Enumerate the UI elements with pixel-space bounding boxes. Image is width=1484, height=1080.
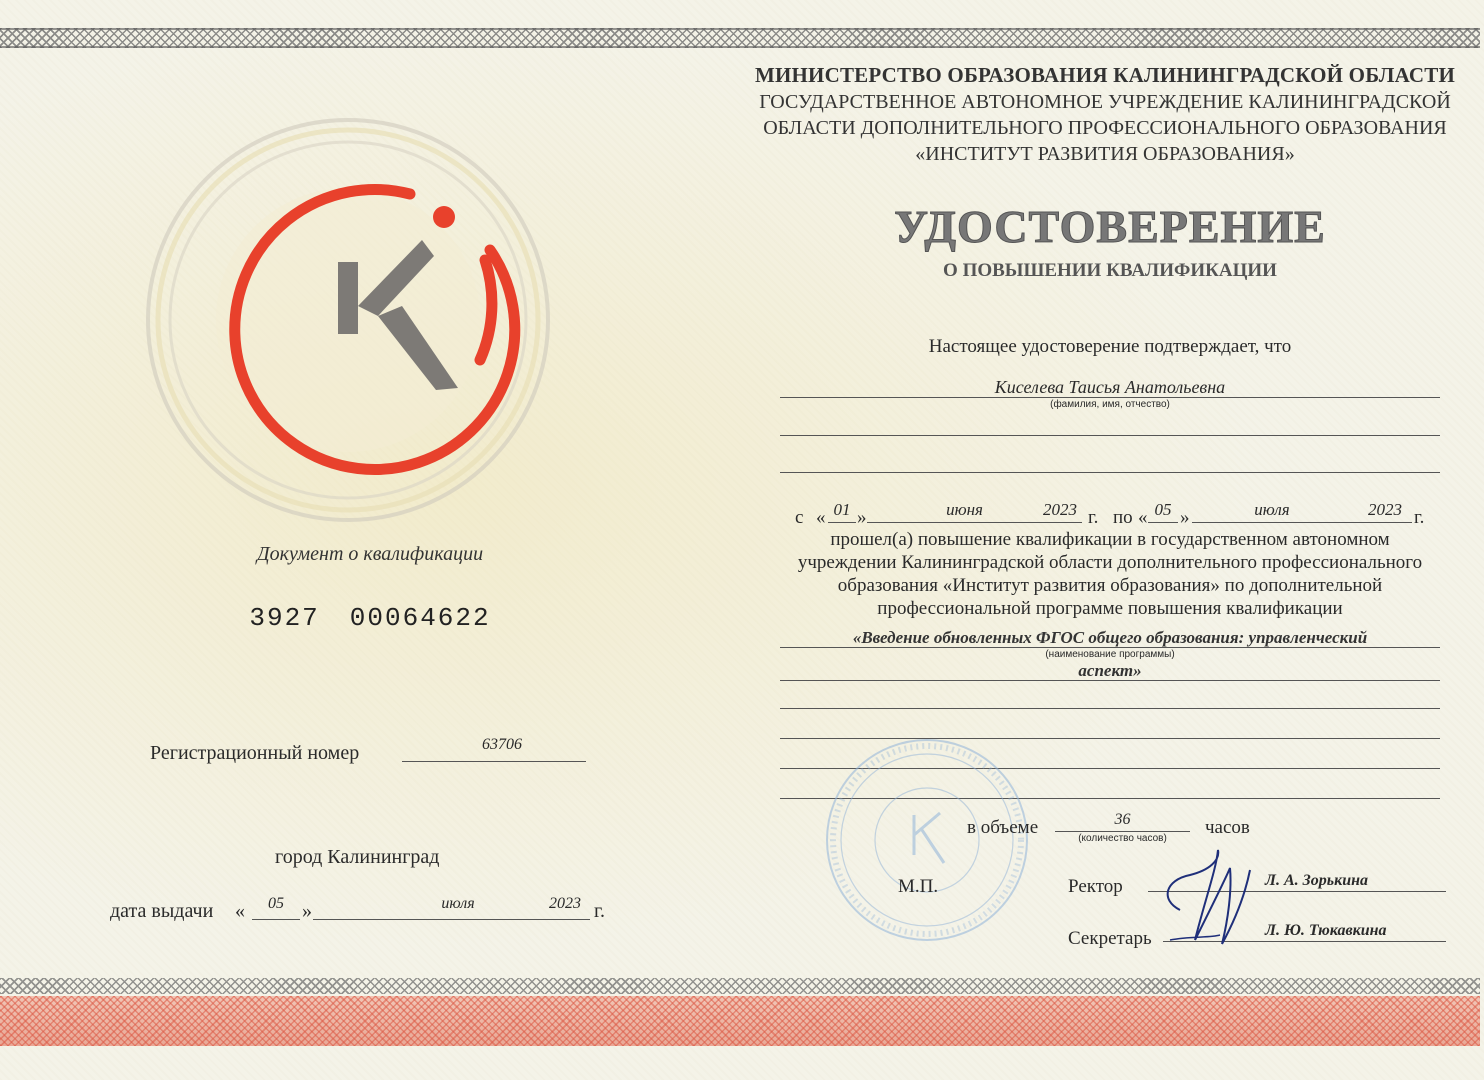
start-month-line — [867, 522, 1082, 523]
open-quote: « — [816, 507, 826, 528]
registration-line — [402, 761, 586, 762]
full-name: Киселева Таисья Анатольевна — [994, 377, 1226, 397]
border-top-line — [0, 46, 1480, 48]
end-day: 05 — [1154, 500, 1172, 519]
blank-line — [780, 435, 1440, 436]
border-top-line — [0, 28, 1480, 30]
city: город Калининград — [275, 846, 440, 868]
end-day-line — [1148, 522, 1178, 523]
issue-year: 2023 — [549, 895, 581, 912]
hours-value: 36 — [1114, 811, 1131, 828]
to-label: по — [1113, 507, 1133, 528]
guilloche-border-bottom-red — [0, 996, 1480, 1046]
document-number — [200, 603, 540, 633]
issue-day: 05 — [268, 895, 284, 912]
blank-line — [780, 472, 1440, 473]
document-serial: 00064622 — [349, 603, 491, 633]
close-quote: » — [857, 507, 867, 528]
body-line: образования «Институт развития образования» по дополнительной — [837, 575, 1383, 596]
confirmation-text: Настоящее удостоверение подтверждает, что — [928, 336, 1292, 357]
end-month: июля — [1254, 500, 1290, 519]
end-year: 2023 — [1368, 500, 1402, 519]
certificate-title: УДОСТОВЕРЕНИЕ — [894, 201, 1326, 252]
year-suffix: г. — [1414, 507, 1425, 528]
program-name-cont: аспект» — [1078, 661, 1142, 680]
body-line: прошел(а) повышение квалификации в государственном автономном — [830, 529, 1390, 550]
issue-month: июля — [441, 895, 475, 912]
hours-hint: (количество часов) — [1078, 833, 1167, 844]
close-quote: » — [302, 900, 312, 922]
registration-label: Регистрационный номер — [150, 742, 360, 764]
official-stamp — [822, 735, 1032, 945]
start-day: 01 — [833, 500, 851, 519]
hours-line — [1055, 831, 1190, 832]
program-name: «Введение обновленных ФГОС общего образования: управленческий — [852, 628, 1368, 647]
year-suffix: г. — [594, 900, 605, 922]
hours-unit: часов — [1205, 817, 1250, 838]
institution-line: ГОСУДАРСТВЕННОЕ АВТОНОМНОЕ УЧРЕЖДЕНИЕ КАЛИНИНГРАДСКОЙ — [759, 91, 1451, 113]
year-suffix: г. — [1088, 507, 1099, 528]
handwritten-signature — [1150, 840, 1290, 950]
body-paragraph — [750, 528, 1470, 620]
ministry-heading: МИНИСТЕРСТВО ОБРАЗОВАНИЯ КАЛИНИНГРАДСКОЙ ОБЛАСТИ — [754, 63, 1456, 87]
body-line: учреждении Калининградской области дополнительного профессионального — [797, 552, 1423, 573]
from-label: с — [795, 507, 804, 528]
blank-line — [780, 708, 1440, 709]
body-line: профессиональной программе повышения квалификации — [877, 598, 1343, 619]
open-quote: « — [1138, 507, 1148, 528]
start-day-line — [828, 522, 856, 523]
secretary-name: Л. Ю. Тюкавкина — [1265, 922, 1387, 939]
close-quote: » — [1180, 507, 1190, 528]
issue-year-line — [540, 919, 590, 920]
registration-number: 63706 — [482, 736, 522, 753]
document-series: 3927 — [249, 603, 320, 633]
institution-line: «ИНСТИТУТ РАЗВИТИЯ ОБРАЗОВАНИЯ» — [915, 143, 1295, 165]
start-year: 2023 — [1043, 500, 1077, 519]
open-quote: « — [235, 900, 245, 922]
rector-name: Л. А. Зорькина — [1265, 872, 1368, 889]
issue-month-line — [313, 919, 540, 920]
program-hint: (наименование программы) — [1045, 649, 1175, 660]
certificate-subtitle: О ПОВЫШЕНИИ КВАЛИФИКАЦИИ — [943, 260, 1277, 281]
secretary-label: Секретарь — [1068, 928, 1152, 949]
full-name-hint: (фамилия, имя, отчество) — [1050, 399, 1170, 410]
stamp-place-label: М.П. — [898, 876, 939, 897]
start-month: июня — [946, 500, 983, 519]
rector-label: Ректор — [1068, 876, 1123, 897]
document-type-label: Документ о квалификации — [256, 543, 484, 565]
institution-line: ОБЛАСТИ ДОПОЛНИТЕЛЬНОГО ПРОФЕССИОНАЛЬНОГО ОБРАЗОВАНИЯ — [763, 117, 1447, 139]
guilloche-border-top — [0, 28, 1480, 48]
hours-label: в объеме — [967, 817, 1039, 838]
end-month-line — [1192, 522, 1412, 523]
issue-day-line — [252, 919, 300, 920]
institute-logo — [140, 110, 560, 530]
issue-date-label: дата выдачи — [110, 900, 214, 922]
guilloche-border-bottom — [0, 978, 1480, 994]
